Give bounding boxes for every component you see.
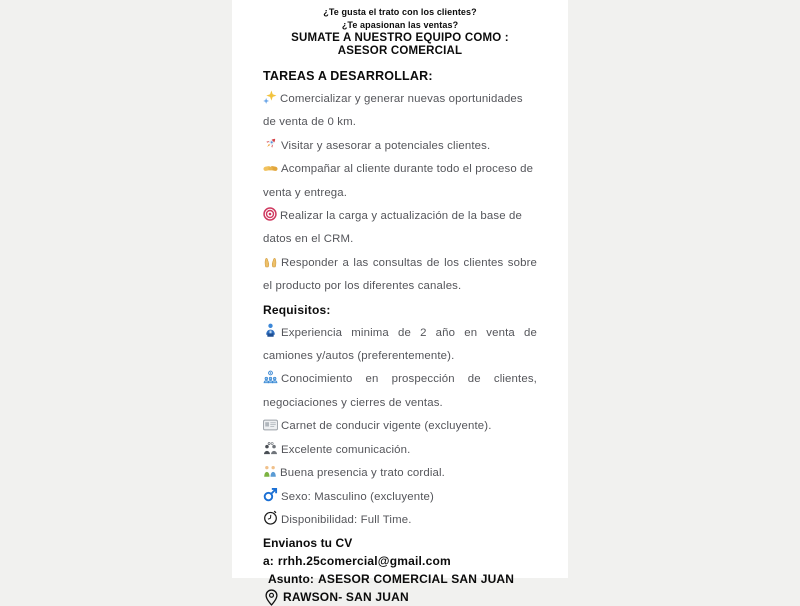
task-item (263, 135, 537, 158)
requirement-text: Disponibilidad: Full Time. (281, 514, 412, 526)
task-text: Acompañar al cliente durante todo el proceso de venta y entrega. (263, 163, 533, 198)
requirement-item (263, 439, 537, 462)
requirement-text: Excelente comunicación. (281, 444, 410, 456)
task-item (263, 205, 537, 252)
requirement-text: Buena presencia y trato cordial. (280, 467, 445, 479)
people-icon (263, 465, 277, 478)
rocket-icon (263, 136, 278, 151)
clock-icon (263, 510, 278, 525)
requirement-text: Carnet de conducir vigente (excluyente). (281, 420, 492, 432)
header-join-line: SUMATE A NUESTRO EQUIPO COMO : (263, 32, 537, 45)
requirement-item (263, 368, 537, 415)
cv-line (263, 534, 537, 570)
requirement-text: Experiencia minima de 2 año en venta de camiones y/autos (preferentemente). (263, 327, 537, 362)
requirement-text: Sexo: Masculino (excluyente) (281, 491, 434, 503)
location-pin-icon (265, 589, 278, 606)
location-value: RAWSON- SAN JUAN (283, 588, 409, 606)
cv-label: Envianos tu CV a: (263, 536, 352, 568)
task-item (263, 252, 537, 299)
male-icon (263, 487, 278, 502)
header-question-2: ¿Te apasionan las ventas? (263, 19, 537, 32)
sparkles-icon (263, 90, 277, 104)
requirements-section-title: Requisitos: (263, 299, 537, 322)
prospecting-icon (263, 370, 278, 384)
subject-line (268, 570, 537, 588)
task-item (263, 88, 537, 135)
task-text: Visitar y asesorar a potenciales clientes. (281, 140, 490, 152)
task-text: Comercializar y generar nuevas oportunidades de venta de 0 km. (263, 93, 523, 128)
flyer-header (263, 6, 537, 58)
requirement-item (263, 486, 537, 509)
task-text: Realizar la carga y actualización de la base de datos en el CRM. (263, 210, 522, 245)
requirement-item (263, 509, 537, 532)
subject-label: Asunto: (268, 572, 314, 586)
task-text: Responder a las consultas de los clientes sobre el producto por los diferentes canales. (263, 257, 537, 292)
target-icon (263, 207, 277, 221)
requirement-item (263, 462, 537, 485)
requirement-item (263, 322, 537, 369)
cv-email: rrhh.25comercial@gmail.com (278, 554, 451, 568)
location-line (265, 588, 537, 606)
task-item (263, 158, 537, 205)
handshake-icon (263, 163, 278, 174)
flyer-footer (263, 534, 537, 606)
subject-value: ASESOR COMERCIAL SAN JUAN (318, 572, 514, 586)
salesman-icon (263, 323, 278, 338)
header-role-title: ASESOR COMERCIAL (263, 45, 537, 58)
job-flyer (232, 0, 568, 578)
tasks-section-title: TAREAS A DESARROLLAR: (263, 65, 537, 88)
requirement-item (263, 415, 537, 438)
license-icon (263, 419, 278, 431)
header-question-1: ¿Te gusta el trato con los clientes? (263, 6, 537, 19)
communication-icon (263, 442, 278, 455)
requirement-text: Conocimiento en prospección de clientes, negociaciones y cierres de ventas. (263, 373, 537, 408)
raised-hands-icon (263, 256, 278, 268)
